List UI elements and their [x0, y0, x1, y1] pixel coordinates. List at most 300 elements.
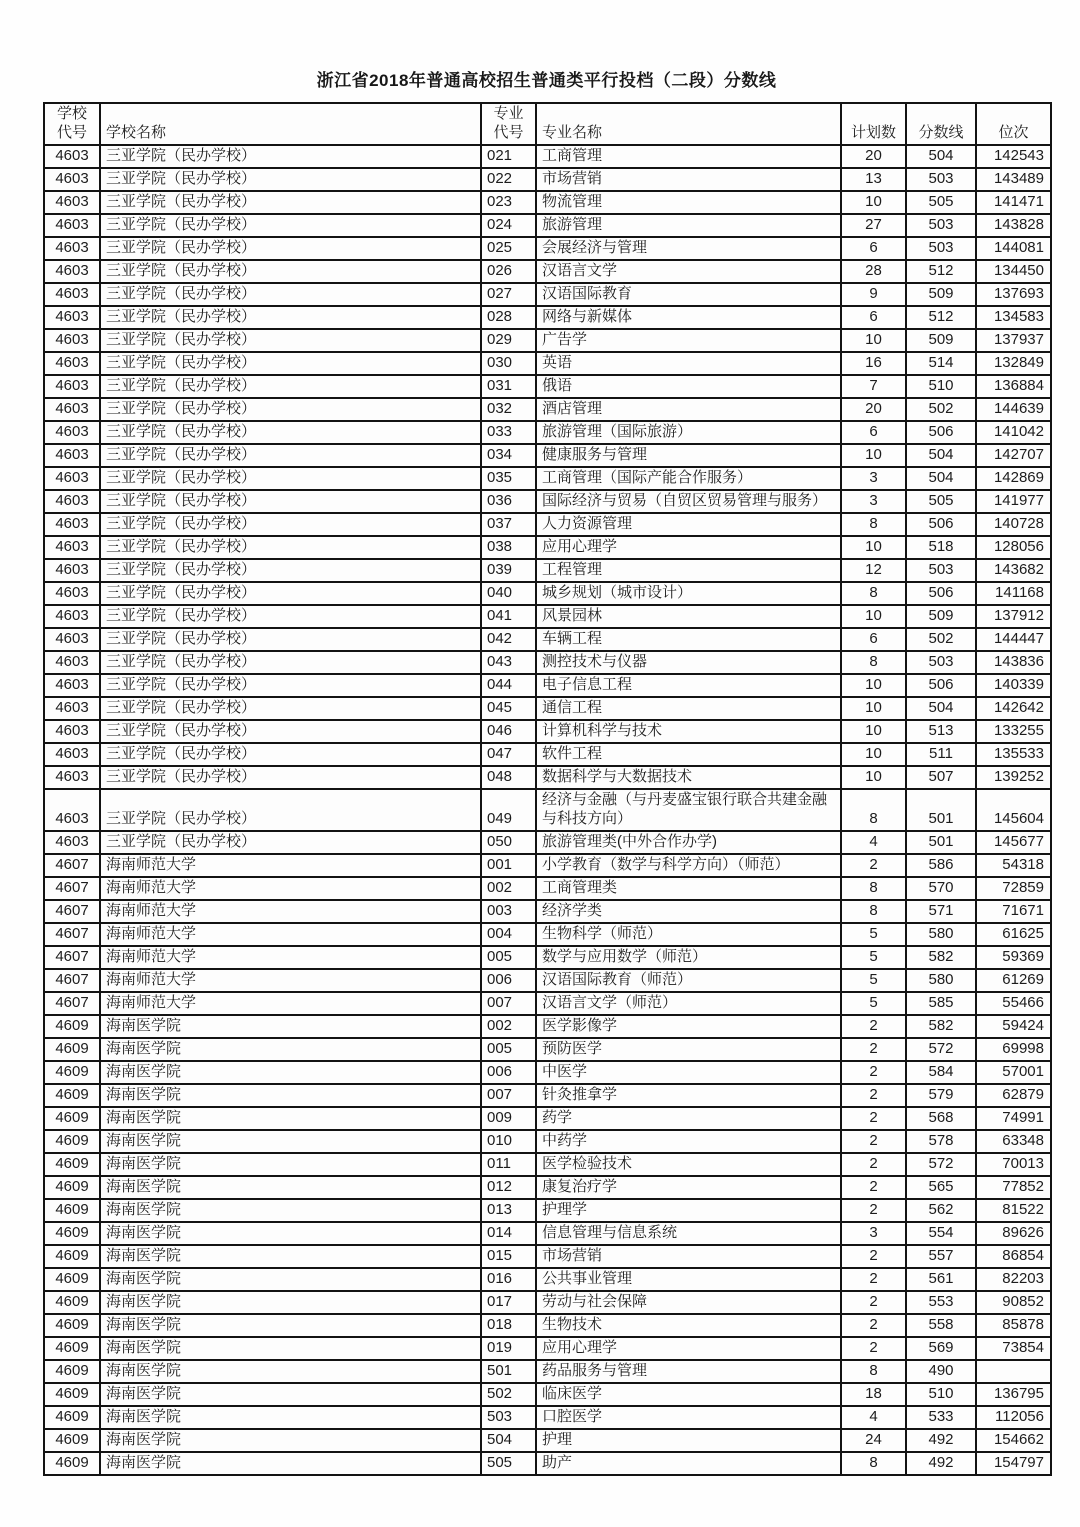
cell-rank: 61269 — [976, 969, 1051, 992]
cell-plan_count: 10 — [841, 720, 906, 743]
cell-plan_count: 16 — [841, 352, 906, 375]
table-row — [44, 421, 1051, 444]
cell-major_name: 经济学类 — [536, 900, 841, 923]
cell-major_code: 006 — [481, 969, 536, 992]
cell-score_line: 509 — [906, 605, 976, 628]
score-table — [43, 102, 1052, 1476]
cell-major_name: 药学 — [536, 1107, 841, 1130]
cell-major_name: 风景园林 — [536, 605, 841, 628]
cell-major_code: 025 — [481, 237, 536, 260]
cell-school_code: 4609 — [44, 1291, 100, 1314]
cell-major_code: 009 — [481, 1107, 536, 1130]
cell-rank: 61625 — [976, 923, 1051, 946]
cell-major_code: 014 — [481, 1222, 536, 1245]
cell-school_name: 海南师范大学 — [100, 854, 481, 877]
cell-major_code: 007 — [481, 1084, 536, 1107]
cell-major_code: 027 — [481, 283, 536, 306]
cell-school_code: 4603 — [44, 831, 100, 854]
cell-school_name: 三亚学院（民办学校） — [100, 582, 481, 605]
cell-major_code: 021 — [481, 145, 536, 168]
cell-major_name: 车辆工程 — [536, 628, 841, 651]
cell-score_line: 580 — [906, 969, 976, 992]
cell-major_code: 030 — [481, 352, 536, 375]
cell-school_code: 4609 — [44, 1084, 100, 1107]
cell-major_code: 018 — [481, 1314, 536, 1337]
cell-rank: 63348 — [976, 1130, 1051, 1153]
cell-school_name: 三亚学院（民办学校） — [100, 191, 481, 214]
cell-major_name: 工程管理 — [536, 559, 841, 582]
cell-major_code: 044 — [481, 674, 536, 697]
cell-score_line: 572 — [906, 1153, 976, 1176]
cell-major_name: 市场营销 — [536, 1245, 841, 1268]
cell-major_code: 023 — [481, 191, 536, 214]
cell-rank: 59424 — [976, 1015, 1051, 1038]
cell-school_code: 4603 — [44, 674, 100, 697]
cell-rank: 145604 — [976, 789, 1051, 831]
cell-school_code: 4609 — [44, 1245, 100, 1268]
cell-rank: 136795 — [976, 1383, 1051, 1406]
cell-plan_count: 10 — [841, 674, 906, 697]
cell-major_name: 广告学 — [536, 329, 841, 352]
cell-score_line: 570 — [906, 877, 976, 900]
cell-school_name: 海南医学院 — [100, 1314, 481, 1337]
cell-rank: 136884 — [976, 375, 1051, 398]
cell-major_code: 040 — [481, 582, 536, 605]
cell-score_line: 554 — [906, 1222, 976, 1245]
cell-school_name: 海南医学院 — [100, 1360, 481, 1383]
cell-rank: 142707 — [976, 444, 1051, 467]
cell-rank: 137693 — [976, 283, 1051, 306]
cell-major_name: 预防医学 — [536, 1038, 841, 1061]
cell-major_name: 口腔医学 — [536, 1406, 841, 1429]
cell-school_code: 4603 — [44, 766, 100, 789]
cell-major_name: 护理 — [536, 1429, 841, 1452]
cell-rank: 85878 — [976, 1314, 1051, 1337]
cell-school_code: 4609 — [44, 1406, 100, 1429]
cell-major_name: 网络与新媒体 — [536, 306, 841, 329]
cell-school_code: 4603 — [44, 375, 100, 398]
cell-score_line: 533 — [906, 1406, 976, 1429]
cell-school_name: 海南医学院 — [100, 1337, 481, 1360]
cell-school_code: 4609 — [44, 1107, 100, 1130]
cell-plan_count: 12 — [841, 559, 906, 582]
cell-major_name: 物流管理 — [536, 191, 841, 214]
cell-major_name: 生物技术 — [536, 1314, 841, 1337]
cell-school_name: 三亚学院（民办学校） — [100, 697, 481, 720]
cell-school_name: 海南医学院 — [100, 1130, 481, 1153]
cell-score_line: 512 — [906, 306, 976, 329]
cell-major_code: 029 — [481, 329, 536, 352]
cell-rank: 154797 — [976, 1452, 1051, 1475]
cell-plan_count: 4 — [841, 831, 906, 854]
table-row — [44, 145, 1051, 168]
cell-rank: 55466 — [976, 992, 1051, 1015]
cell-school_code: 4609 — [44, 1038, 100, 1061]
cell-school_code: 4603 — [44, 467, 100, 490]
cell-rank: 140728 — [976, 513, 1051, 536]
cell-school_name: 三亚学院（民办学校） — [100, 444, 481, 467]
cell-plan_count: 10 — [841, 697, 906, 720]
cell-score_line: 512 — [906, 260, 976, 283]
table-row — [44, 559, 1051, 582]
cell-plan_count: 5 — [841, 946, 906, 969]
cell-major_code: 037 — [481, 513, 536, 536]
cell-plan_count: 5 — [841, 969, 906, 992]
cell-school_code: 4603 — [44, 536, 100, 559]
cell-school_name: 三亚学院（民办学校） — [100, 283, 481, 306]
cell-school_code: 4603 — [44, 651, 100, 674]
cell-school_name: 海南医学院 — [100, 1199, 481, 1222]
cell-major_code: 005 — [481, 1038, 536, 1061]
cell-major_code: 504 — [481, 1429, 536, 1452]
cell-rank: 86854 — [976, 1245, 1051, 1268]
cell-rank: 82203 — [976, 1268, 1051, 1291]
cell-major_name: 人力资源管理 — [536, 513, 841, 536]
cell-plan_count: 8 — [841, 789, 906, 831]
table-row — [44, 674, 1051, 697]
cell-school_name: 海南医学院 — [100, 1153, 481, 1176]
cell-major_code: 024 — [481, 214, 536, 237]
cell-score_line: 510 — [906, 1383, 976, 1406]
cell-school_name: 三亚学院（民办学校） — [100, 831, 481, 854]
cell-major_name: 软件工程 — [536, 743, 841, 766]
table-row — [44, 1084, 1051, 1107]
cell-rank: 143836 — [976, 651, 1051, 674]
cell-rank: 144081 — [976, 237, 1051, 260]
cell-score_line: 565 — [906, 1176, 976, 1199]
cell-school_code: 4603 — [44, 352, 100, 375]
table-row — [44, 582, 1051, 605]
cell-score_line: 586 — [906, 854, 976, 877]
cell-school_code: 4609 — [44, 1015, 100, 1038]
cell-score_line: 578 — [906, 1130, 976, 1153]
cell-school_name: 海南医学院 — [100, 1383, 481, 1406]
cell-school_code: 4603 — [44, 306, 100, 329]
cell-school_code: 4603 — [44, 283, 100, 306]
cell-score_line: 505 — [906, 490, 976, 513]
cell-school_name: 三亚学院（民办学校） — [100, 168, 481, 191]
cell-major_code: 002 — [481, 877, 536, 900]
cell-plan_count: 10 — [841, 743, 906, 766]
cell-major_name: 汉语国际教育 — [536, 283, 841, 306]
cell-major_name: 数学与应用数学（师范） — [536, 946, 841, 969]
cell-school_name: 三亚学院（民办学校） — [100, 766, 481, 789]
cell-rank: 141168 — [976, 582, 1051, 605]
cell-plan_count: 10 — [841, 191, 906, 214]
cell-score_line: 568 — [906, 1107, 976, 1130]
table-row — [44, 605, 1051, 628]
cell-major_name: 工商管理 — [536, 145, 841, 168]
cell-school_name: 三亚学院（民办学校） — [100, 628, 481, 651]
table-header-row — [44, 103, 1051, 145]
cell-major_name: 城乡规划（城市设计） — [536, 582, 841, 605]
cell-major_code: 033 — [481, 421, 536, 444]
column-header-score_line: 分数线 — [906, 103, 976, 145]
cell-major_code: 043 — [481, 651, 536, 674]
table-row — [44, 831, 1051, 854]
column-header-plan_count: 计划数 — [841, 103, 906, 145]
cell-school_code: 4603 — [44, 789, 100, 831]
cell-school_code: 4609 — [44, 1153, 100, 1176]
table-row — [44, 900, 1051, 923]
cell-school_name: 海南医学院 — [100, 1268, 481, 1291]
cell-plan_count: 8 — [841, 900, 906, 923]
cell-rank: 90852 — [976, 1291, 1051, 1314]
table-row — [44, 789, 1051, 831]
cell-major_name: 药品服务与管理 — [536, 1360, 841, 1383]
table-row — [44, 214, 1051, 237]
cell-school_code: 4609 — [44, 1268, 100, 1291]
cell-score_line: 513 — [906, 720, 976, 743]
cell-plan_count: 8 — [841, 651, 906, 674]
cell-major_code: 001 — [481, 854, 536, 877]
cell-major_code: 503 — [481, 1406, 536, 1429]
table-row — [44, 720, 1051, 743]
cell-major_name: 会展经济与管理 — [536, 237, 841, 260]
cell-major_code: 049 — [481, 789, 536, 831]
cell-school_name: 三亚学院（民办学校） — [100, 743, 481, 766]
cell-major_name: 工商管理（国际产能合作服务） — [536, 467, 841, 490]
cell-major_name: 计算机科学与技术 — [536, 720, 841, 743]
cell-major_name: 应用心理学 — [536, 536, 841, 559]
cell-rank: 154662 — [976, 1429, 1051, 1452]
cell-plan_count: 5 — [841, 923, 906, 946]
cell-school_code: 4607 — [44, 900, 100, 923]
cell-plan_count: 8 — [841, 877, 906, 900]
table-row — [44, 1061, 1051, 1084]
cell-school_name: 三亚学院（民办学校） — [100, 674, 481, 697]
cell-school_name: 三亚学院（民办学校） — [100, 789, 481, 831]
cell-plan_count: 2 — [841, 1107, 906, 1130]
cell-major_name: 市场营销 — [536, 168, 841, 191]
cell-major_name: 健康服务与管理 — [536, 444, 841, 467]
cell-rank: 144447 — [976, 628, 1051, 651]
table-row — [44, 946, 1051, 969]
cell-school_code: 4603 — [44, 628, 100, 651]
cell-rank: 143489 — [976, 168, 1051, 191]
cell-school_code: 4603 — [44, 214, 100, 237]
cell-score_line: 514 — [906, 352, 976, 375]
cell-major_name: 临床医学 — [536, 1383, 841, 1406]
cell-school_name: 三亚学院（民办学校） — [100, 513, 481, 536]
cell-school_code: 4609 — [44, 1429, 100, 1452]
cell-major_name: 助产 — [536, 1452, 841, 1475]
page-title: 浙江省2018年普通高校招生普通类平行投档（二段）分数线 — [316, 71, 777, 90]
cell-score_line: 503 — [906, 237, 976, 260]
column-header-major_name: 专业名称 — [536, 103, 841, 145]
column-header-rank: 位次 — [976, 103, 1051, 145]
cell-rank: 59369 — [976, 946, 1051, 969]
cell-plan_count: 3 — [841, 1222, 906, 1245]
cell-school_code: 4607 — [44, 877, 100, 900]
cell-rank: 128056 — [976, 536, 1051, 559]
table-row — [44, 969, 1051, 992]
cell-major_name: 测控技术与仪器 — [536, 651, 841, 674]
cell-score_line: 502 — [906, 398, 976, 421]
cell-school_name: 海南医学院 — [100, 1452, 481, 1475]
cell-major_code: 048 — [481, 766, 536, 789]
cell-score_line: 504 — [906, 444, 976, 467]
table-row — [44, 329, 1051, 352]
cell-rank: 133255 — [976, 720, 1051, 743]
cell-school_code: 4603 — [44, 145, 100, 168]
cell-plan_count: 8 — [841, 513, 906, 536]
table-row — [44, 877, 1051, 900]
cell-rank: 142869 — [976, 467, 1051, 490]
cell-rank: 77852 — [976, 1176, 1051, 1199]
cell-major_name: 国际经济与贸易（自贸区贸易管理与服务） — [536, 490, 841, 513]
table-row — [44, 1452, 1051, 1475]
cell-rank: 141042 — [976, 421, 1051, 444]
table-row — [44, 191, 1051, 214]
cell-major_code: 007 — [481, 992, 536, 1015]
cell-plan_count: 8 — [841, 1452, 906, 1475]
cell-major_name: 俄语 — [536, 375, 841, 398]
column-header-major_code: 专业 代号 — [481, 103, 536, 145]
table-row — [44, 375, 1051, 398]
cell-score_line: 504 — [906, 145, 976, 168]
cell-rank: 71671 — [976, 900, 1051, 923]
cell-plan_count: 2 — [841, 1130, 906, 1153]
cell-plan_count: 10 — [841, 329, 906, 352]
cell-rank: 73854 — [976, 1337, 1051, 1360]
cell-major_code: 050 — [481, 831, 536, 854]
cell-plan_count: 6 — [841, 237, 906, 260]
cell-score_line: 492 — [906, 1452, 976, 1475]
cell-school_name: 三亚学院（民办学校） — [100, 490, 481, 513]
cell-score_line: 553 — [906, 1291, 976, 1314]
cell-plan_count: 10 — [841, 536, 906, 559]
cell-score_line: 504 — [906, 697, 976, 720]
cell-major_code: 502 — [481, 1383, 536, 1406]
cell-score_line: 492 — [906, 1429, 976, 1452]
cell-school_code: 4603 — [44, 421, 100, 444]
cell-school_name: 三亚学院（民办学校） — [100, 375, 481, 398]
cell-school_code: 4607 — [44, 992, 100, 1015]
cell-school_name: 海南医学院 — [100, 1245, 481, 1268]
cell-score_line: 503 — [906, 168, 976, 191]
table-row — [44, 513, 1051, 536]
table-row — [44, 992, 1051, 1015]
cell-school_name: 三亚学院（民办学校） — [100, 237, 481, 260]
cell-plan_count: 20 — [841, 145, 906, 168]
table-row — [44, 1429, 1051, 1452]
cell-major_name: 汉语言文学（师范） — [536, 992, 841, 1015]
cell-score_line: 580 — [906, 923, 976, 946]
cell-school_name: 三亚学院（民办学校） — [100, 467, 481, 490]
cell-plan_count: 2 — [841, 1061, 906, 1084]
cell-major_code: 036 — [481, 490, 536, 513]
cell-school_code: 4603 — [44, 697, 100, 720]
cell-score_line: 557 — [906, 1245, 976, 1268]
cell-rank: 70013 — [976, 1153, 1051, 1176]
cell-major_code: 022 — [481, 168, 536, 191]
cell-major_code: 034 — [481, 444, 536, 467]
cell-score_line: 503 — [906, 214, 976, 237]
cell-major_code: 046 — [481, 720, 536, 743]
cell-score_line: 509 — [906, 283, 976, 306]
cell-school_name: 海南医学院 — [100, 1222, 481, 1245]
cell-school_code: 4603 — [44, 605, 100, 628]
cell-major_code: 032 — [481, 398, 536, 421]
cell-rank: 140339 — [976, 674, 1051, 697]
table-row — [44, 283, 1051, 306]
table-row — [44, 1291, 1051, 1314]
column-header-school_name: 学校名称 — [100, 103, 481, 145]
cell-major_code: 002 — [481, 1015, 536, 1038]
cell-plan_count: 6 — [841, 628, 906, 651]
cell-major_code: 004 — [481, 923, 536, 946]
cell-rank: 62879 — [976, 1084, 1051, 1107]
table-row — [44, 854, 1051, 877]
cell-score_line: 582 — [906, 1015, 976, 1038]
table-row — [44, 237, 1051, 260]
cell-major_code: 011 — [481, 1153, 536, 1176]
cell-school_code: 4603 — [44, 329, 100, 352]
cell-plan_count: 6 — [841, 306, 906, 329]
cell-plan_count: 18 — [841, 1383, 906, 1406]
cell-major_code: 047 — [481, 743, 536, 766]
cell-plan_count: 2 — [841, 1153, 906, 1176]
cell-school_code: 4609 — [44, 1199, 100, 1222]
cell-major_name: 护理学 — [536, 1199, 841, 1222]
cell-score_line: 506 — [906, 421, 976, 444]
cell-plan_count: 2 — [841, 1291, 906, 1314]
cell-school_code: 4603 — [44, 237, 100, 260]
cell-major_code: 039 — [481, 559, 536, 582]
cell-rank: 137912 — [976, 605, 1051, 628]
cell-rank: 132849 — [976, 352, 1051, 375]
cell-score_line: 585 — [906, 992, 976, 1015]
cell-school_name: 三亚学院（民办学校） — [100, 398, 481, 421]
cell-school_name: 三亚学院（民办学校） — [100, 536, 481, 559]
cell-rank: 139252 — [976, 766, 1051, 789]
cell-major_code: 505 — [481, 1452, 536, 1475]
cell-major_code: 015 — [481, 1245, 536, 1268]
cell-major_code: 038 — [481, 536, 536, 559]
cell-rank: 57001 — [976, 1061, 1051, 1084]
cell-school_name: 海南师范大学 — [100, 900, 481, 923]
cell-major_name: 电子信息工程 — [536, 674, 841, 697]
cell-major_name: 汉语国际教育（师范） — [536, 969, 841, 992]
cell-major_name: 康复治疗学 — [536, 1176, 841, 1199]
column-header-school_code: 学校 代号 — [44, 103, 100, 145]
cell-school_code: 4603 — [44, 582, 100, 605]
cell-score_line: 558 — [906, 1314, 976, 1337]
cell-plan_count: 2 — [841, 1314, 906, 1337]
table-row — [44, 628, 1051, 651]
table-row — [44, 1130, 1051, 1153]
cell-plan_count: 7 — [841, 375, 906, 398]
cell-major_name: 医学检验技术 — [536, 1153, 841, 1176]
cell-school_code: 4603 — [44, 743, 100, 766]
table-row — [44, 743, 1051, 766]
cell-plan_count: 10 — [841, 605, 906, 628]
cell-school_name: 三亚学院（民办学校） — [100, 306, 481, 329]
table-row — [44, 923, 1051, 946]
cell-school_name: 三亚学院（民办学校） — [100, 559, 481, 582]
cell-school_code: 4603 — [44, 168, 100, 191]
cell-plan_count: 3 — [841, 490, 906, 513]
cell-rank: 141471 — [976, 191, 1051, 214]
cell-major_code: 013 — [481, 1199, 536, 1222]
cell-rank: 143682 — [976, 559, 1051, 582]
cell-school_code: 4609 — [44, 1337, 100, 1360]
table-row — [44, 1038, 1051, 1061]
cell-major_name: 中药学 — [536, 1130, 841, 1153]
cell-score_line: 509 — [906, 329, 976, 352]
cell-rank: 54318 — [976, 854, 1051, 877]
